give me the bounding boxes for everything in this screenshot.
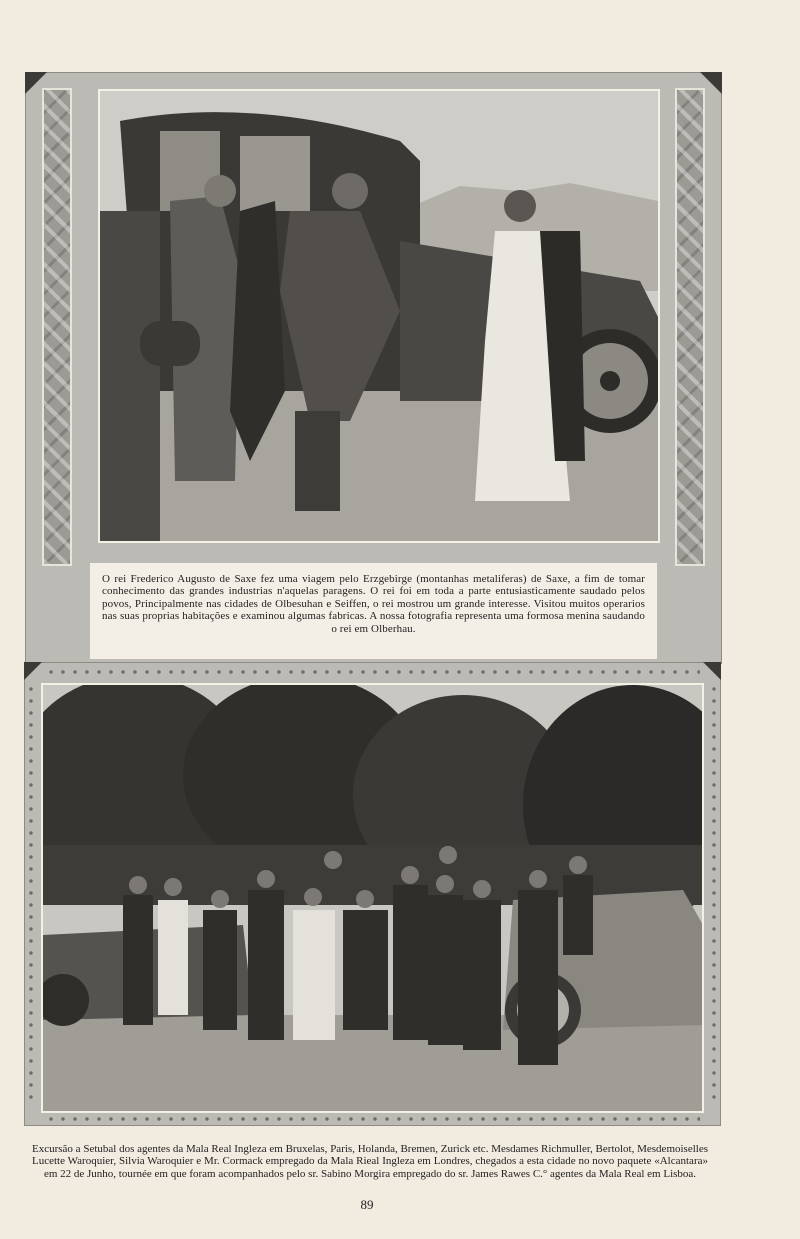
frame-corner-ornament <box>703 662 721 680</box>
page-number: 89 <box>360 1197 374 1212</box>
top-photo-frame <box>25 72 722 664</box>
king-greeting-illustration <box>100 91 658 541</box>
bottom-photo-caption: Excursão a Setubal dos agentes da Mala Real Ingleza em Bruxelas, Paris, Holanda, Bremen, Zurick etc. Mesdames Richmuller, Bertolot, Mesdemoiselles Lucette Waroquier, Silvia Waroquier e Mr. Cormack empregado da Mala Rieal Ingleza em Londres, chegados a esta cidade no novo paquete «Alcantara» em 22 de Junho, tournée em que foram acompanhados pelo sr. Sabino Morgira empregado do sr. James Rawes C.° agentes da Mala Real em Lisboa. <box>32 1143 708 1180</box>
top-photo-caption: O rei Frederico Augusto de Saxe fez uma viagem pelo Erzgebirge (montanhas metaliferas) de Saxe, a fim de tomar conhecimento das grandes industrias n'aquelas paragens. O rei foi em toda a parte entusiasticamente saudado pelos povos, Principalmente nas cidades de Olbesuhan e Seiffen, o rei mostrou um grande interesse. Visitou muitos operarios nas suas proprias habitações e examinou algumas fabricas. A nossa fotografia representa uma formosa menina saudando o rei em Olberhau. <box>90 563 657 659</box>
decorative-dot-border-bottom <box>45 1116 700 1122</box>
king-greeting-photo <box>98 89 660 543</box>
decorative-border-left <box>42 88 72 566</box>
excursion-group-illustration <box>43 685 702 1111</box>
decorative-dot-border-left <box>28 683 34 1105</box>
excursion-group-photo <box>41 683 704 1113</box>
frame-corner-ornament <box>24 662 42 680</box>
decorative-border-right <box>675 88 705 566</box>
decorative-dot-border-right <box>711 683 717 1105</box>
decorative-dot-border-top <box>45 669 700 675</box>
bottom-photo-frame <box>24 662 721 1126</box>
